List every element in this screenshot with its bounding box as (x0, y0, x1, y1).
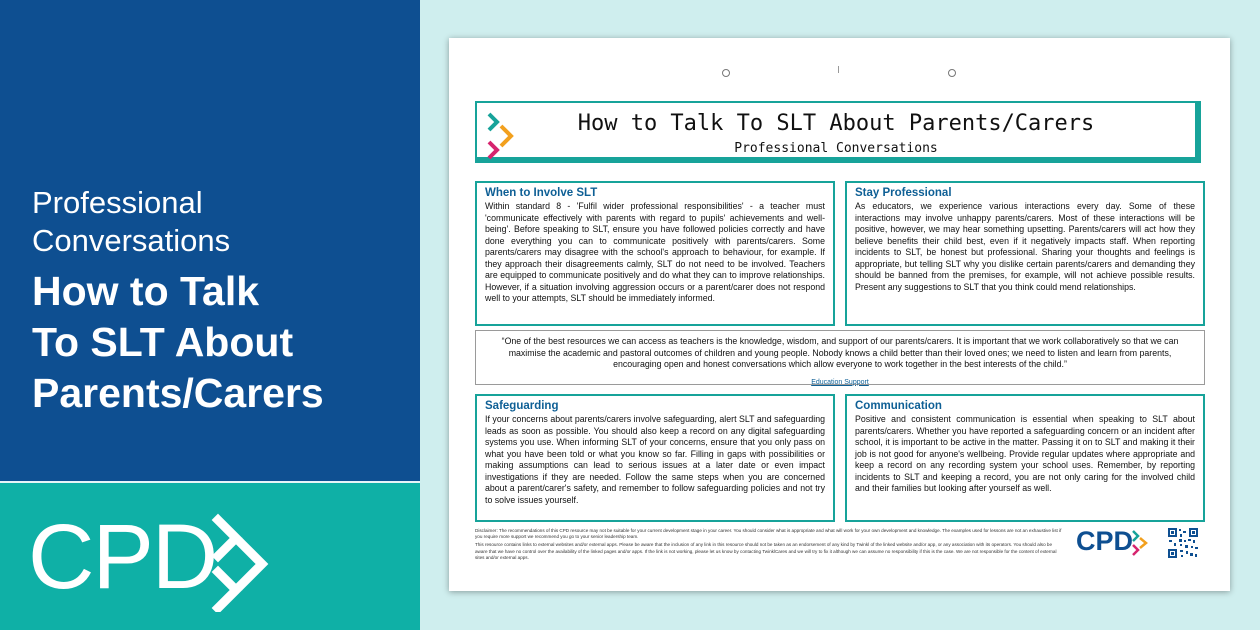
cpd-logo-text: CPD (28, 506, 217, 608)
punch-hole-icon (948, 69, 956, 77)
banner-title-line: Parents/Carers (32, 370, 324, 416)
document-sheet (449, 38, 1230, 591)
document-subtitle: Professional Conversations (734, 141, 938, 156)
section-safeguarding (475, 394, 835, 522)
section-heading: Stay Professional (855, 187, 952, 199)
disclaimer (475, 528, 1065, 563)
section-body: Positive and consistent communication is essential when speaking to SLT about parents/carers. Whether you have reported a safeguarding concern or an incident after school, it is important to be active in the matter. Passing it on to SLT and making it their job is not good for anyone's wellbeing. Provide regular updates where appropriate and keep a record on any recording system your school uses. Remember, by reporting incidents to SLT and keeping a record, you are not only caring for the involved child and their families but looking after yourself as well. (855, 414, 1195, 493)
section-body: Within standard 8 - 'Fulfil wider professional responsibilities' - a teacher must 'communicate effectively with parents with regard to pupils' achievements and well-being'. Before speaking to SLT, ensure you have followed policies correctly and have done everything you can to communicate positively with parents/carers. Some parents/carers may disagree with the school's approach to behaviour, for example. If they approach their disagreements calmly, SLT do not need to be involved. Teachers are equipped to communicate positively and do what they can to improve relationships. However, if a situation involving aggression occurs or a parent/carer does not respond well to your attempts, SLT should be immediately informed. (485, 201, 825, 303)
banner-subtitle-line: Conversations (32, 223, 231, 258)
section-when-to-involve (475, 181, 835, 326)
section-communication (845, 394, 1205, 522)
quote-source-link[interactable]: Education Support (811, 378, 869, 386)
section-stay-professional (845, 181, 1205, 326)
section-heading: When to Involve SLT (485, 187, 598, 199)
punch-hole-icon (722, 69, 730, 77)
banner-title (32, 266, 324, 419)
section-heading: Safeguarding (485, 400, 559, 412)
disclaimer-paragraph: This resource contains links to external websites and/or external apps. Please be aware that the inclusion of any link in this resource should not be taken as an endorsement of any kind by Twinkl of the linked website and/or app, or any association with its operators. You should also be aware that we have no control over the availability of the linked pages and/or apps. If the link is not working, please let us know by contacting TwinklCares and we will try to fix it although we can assume no responsibility if this is the case. We are not responsible for the content of external sites and/or external apps. (475, 542, 1057, 560)
quote-text: “One of the best resources we can access as teachers is the knowledge, wisdom, and support of our parents/carers. It is important that we work collaboratively so that we can maximise the academic and pastoral outcomes of children and young people. Nobody knows a child better than their loved ones; we need to listen and learn from parents, encouraging open and honest conversations which allow everyone to work together in the best interests of the child.” (501, 336, 1179, 369)
section-heading: Communication (855, 400, 942, 412)
document-title: How to Talk To SLT About Parents/Carers (577, 111, 1095, 136)
section-body: If your concerns about parents/carers involve safeguarding, alert SLT and safeguarding leads as soon as possible. You should also keep a record on any digital safeguarding systems you use. When informing SLT of your concerns, ensure that you only pass on what you have been told or what you know so far. Filling in gaps with possibilities or making assumptions can lead to serious issues at a later date or even impact investigations if they are needed. Follow the same steps when you are concerned about a parent/carer's safety, and remember to follow safeguarding policies and not try to solve issues yourself. (485, 414, 825, 505)
document-header (475, 101, 1201, 163)
quote-box (475, 330, 1205, 385)
fold-mark (838, 66, 839, 73)
cpd-logo-text: CPD (1076, 526, 1134, 556)
section-body: As educators, we experience various interactions every day. Some of these interactions may involve unhappy parents/carers. Most of these interactions will be positive, however, we may hear something upsetting. Parents/carers will act how they believe benefits their child best, even if it negatively impacts staff. When reporting incidents to SLT, be honest but professional. Sharing your thoughts and feelings is appropriate, but telling SLT why you dislike certain parents/carers and demanding they should be banned from the premises, for example, will not achieve possible results. Present any suggestions to SLT that you think could mend relationships. (855, 201, 1195, 292)
chevrons-icon (210, 512, 280, 612)
qr-code-icon (1167, 527, 1199, 559)
disclaimer-paragraph: Disclaimer: The recommendations of this CPD resource may not be suitable for your current development stage in your career. You should consider what is appropriate and what will work for your own development and knowledge. The examples used for lessons are not an exhaustive list if you require more support we recommend you go to your senior leadership team. (475, 528, 1062, 540)
banner-title-line: How to Talk (32, 268, 260, 314)
banner-subtitle-line: Professional (32, 185, 203, 220)
banner-subtitle (32, 184, 230, 260)
banner-title-line: To SLT About (32, 319, 294, 365)
chevrons-icon (1131, 529, 1151, 557)
